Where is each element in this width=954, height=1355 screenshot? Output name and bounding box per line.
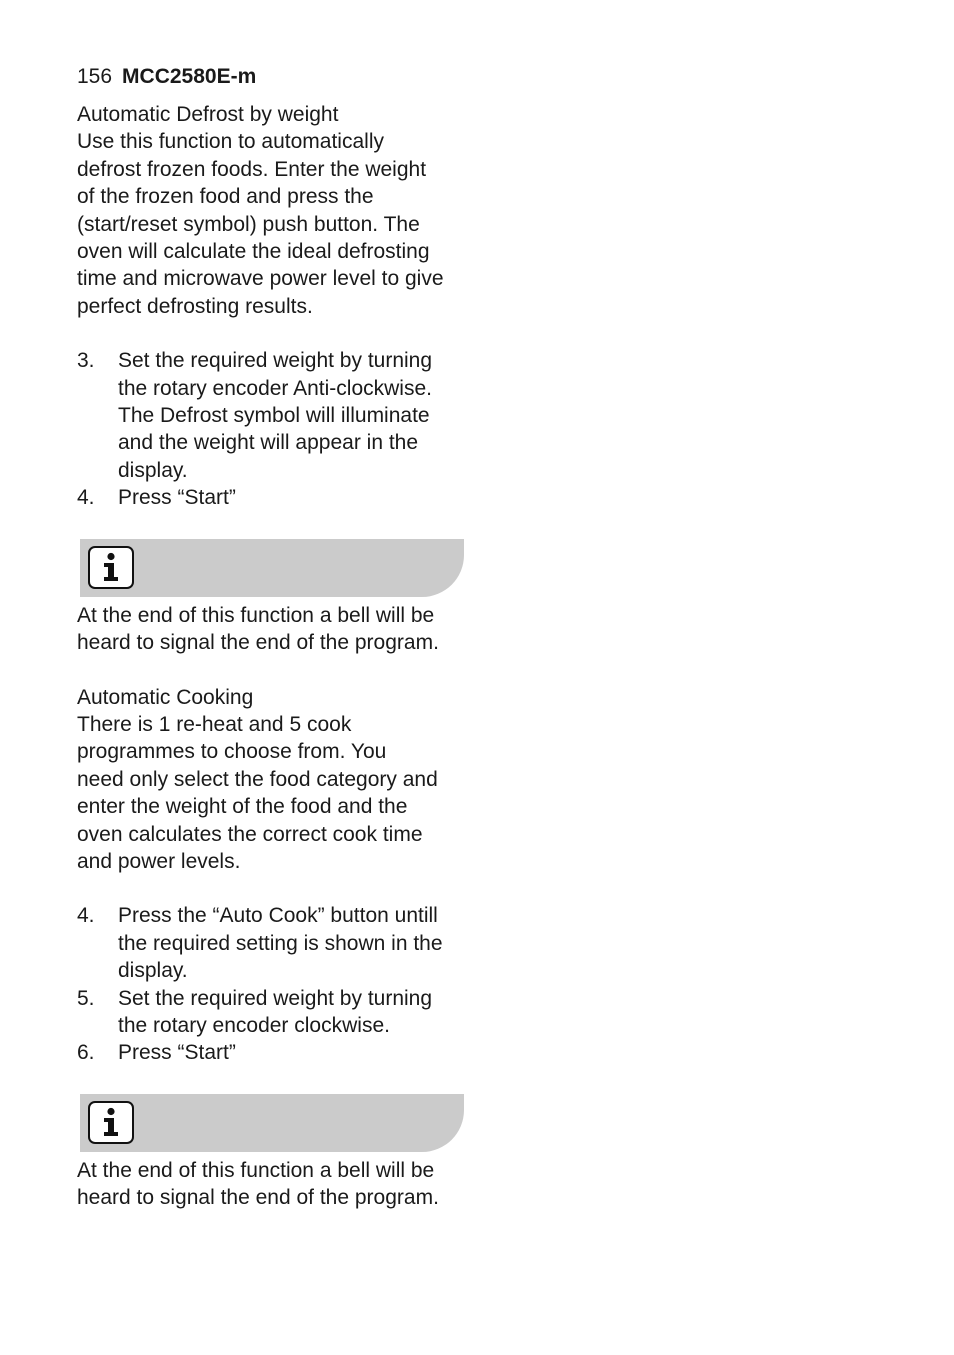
cooking-heading: Automatic Cooking (77, 685, 254, 709)
text-line: display. (118, 458, 188, 482)
text-line: There is 1 re-heat and 5 cook (77, 712, 352, 736)
text-line: At the end of this function a bell will be (77, 1158, 435, 1182)
step-number: 6. (77, 1041, 95, 1065)
text-line: (start/reset symbol) push button. The (77, 212, 420, 236)
step-number: 4. (77, 486, 95, 510)
model-name: MCC2580E-m (122, 65, 257, 88)
info-icon (88, 546, 134, 589)
text-line: need only select the food category and (77, 767, 438, 791)
step-number: 4. (77, 904, 95, 928)
text-line: Press “Start” (118, 486, 236, 510)
text-line: of the frozen food and press the (77, 185, 374, 209)
text-line: the required setting is shown in the (118, 931, 443, 955)
defrost-description (77, 128, 477, 320)
text-line: Set the required weight by turning (118, 349, 433, 373)
text-line: Use this function to automatically (77, 130, 384, 154)
manual-page (77, 62, 477, 1212)
text-line: time and microwave power level to give (77, 267, 444, 291)
defrost-section (77, 101, 477, 657)
list-item (77, 484, 477, 511)
cooking-note (77, 1157, 477, 1212)
info-icon (88, 1101, 134, 1144)
text-line: The Defrost symbol will illuminate (118, 404, 430, 428)
list-item (77, 985, 477, 1040)
defrost-steps (77, 347, 477, 511)
note-bar (80, 1094, 464, 1152)
cooking-section (77, 684, 477, 1212)
step-number: 3. (77, 349, 95, 373)
text-line: At the end of this function a bell will be (77, 603, 435, 627)
note-bar (80, 539, 464, 597)
defrost-heading: Automatic Defrost by weight (77, 103, 339, 126)
text-line: display. (118, 959, 188, 983)
text-line: and power levels. (77, 849, 241, 873)
text-line: and the weight will appear in the (118, 431, 419, 455)
list-item (77, 1039, 477, 1066)
text-line: oven will calculate the ideal defrosting (77, 240, 430, 264)
text-line: oven calculates the correct cook time (77, 822, 423, 846)
text-line: defrost frozen foods. Enter the weight (77, 157, 427, 181)
text-line: enter the weight of the food and the (77, 795, 408, 819)
page-number: 156 (77, 65, 113, 88)
text-line: the rotary encoder clockwise. (118, 1013, 390, 1037)
text-line: programmes to choose from. You (77, 740, 387, 764)
text-line: Set the required weight by turning (118, 986, 433, 1010)
text-line: Press “Start” (118, 1041, 236, 1065)
text-line: heard to signal the end of the program. (77, 631, 439, 655)
step-number: 5. (77, 986, 95, 1010)
text-line: heard to signal the end of the program. (77, 1186, 439, 1210)
cooking-description (77, 711, 477, 875)
text-line: Press the “Auto Cook” button untill (118, 904, 438, 928)
text-line: perfect defrosting results. (77, 294, 313, 318)
page-header (77, 62, 477, 92)
cooking-steps (77, 902, 477, 1066)
list-item (77, 902, 477, 984)
text-line: the rotary encoder Anti-clockwise. (118, 376, 432, 400)
list-item (77, 347, 477, 484)
defrost-note (77, 602, 477, 657)
